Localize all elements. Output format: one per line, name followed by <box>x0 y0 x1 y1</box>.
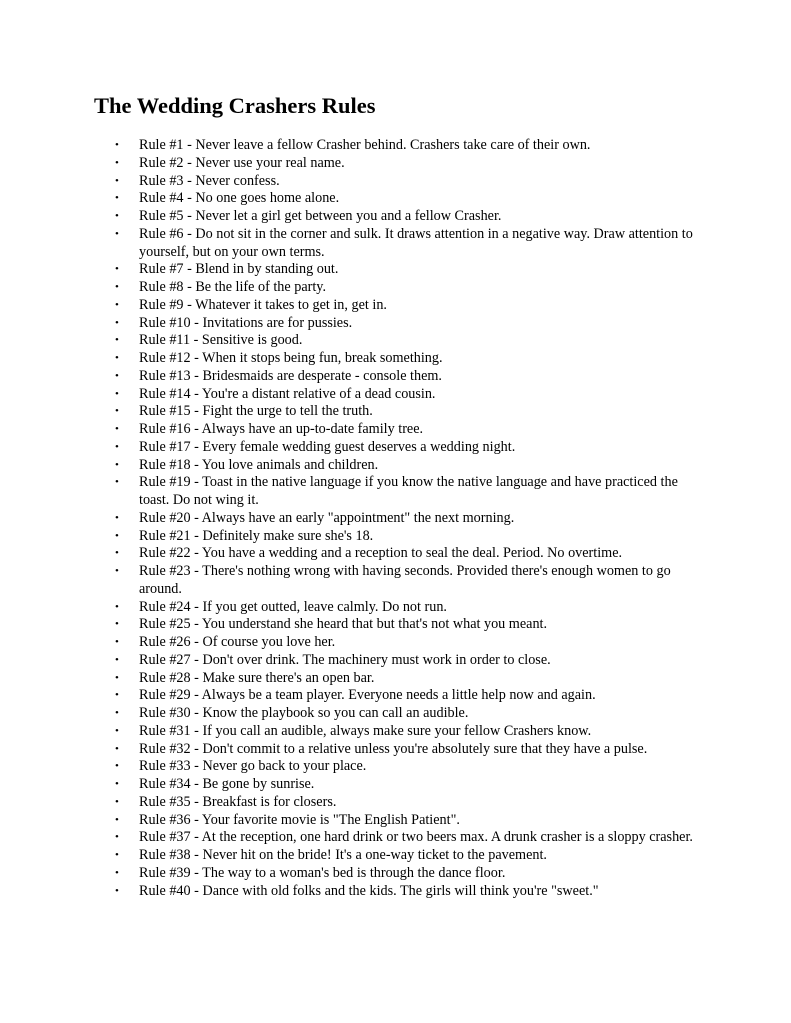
rule-item <box>115 634 709 652</box>
rule-text: Rule #18 - You love animals and children. <box>139 456 379 473</box>
rule-item <box>115 687 709 705</box>
bullet-icon: • <box>115 423 119 435</box>
rule-item <box>115 314 709 333</box>
rule-text: Rule #4 - No one goes home alone. <box>139 190 340 207</box>
rule-text: Rule #15 - Fight the urge to tell the truth. <box>139 403 373 420</box>
rule-text: Rule #9 - Whatever it takes to get in, get in. <box>139 296 387 313</box>
rule-item <box>115 350 709 368</box>
bullet-icon: • <box>115 440 119 453</box>
rule-item <box>115 367 709 386</box>
rule-text: Rule #7 - Blend in by standing out. <box>139 261 339 278</box>
rule-item <box>115 279 709 297</box>
rule-item <box>115 616 709 634</box>
rule-text: Rule #12 - When it stops being fun, break something. <box>139 350 443 366</box>
rule-text: Rule #30 - Know the playbook so you can call an audible. <box>139 705 469 721</box>
rule-text: Rule #22 - You have a wedding and a reception to seal the deal. Period. No overtime. <box>139 545 623 562</box>
bullet-icon: • <box>115 831 119 844</box>
rule-text: Rule #6 - Do not sit in the corner and sulk. It draws attention in a negative way. Draw attention to yourself, but on your own terms. <box>139 225 693 260</box>
rule-item <box>115 705 709 723</box>
bullet-icon: • <box>115 795 119 808</box>
bullet-icon: • <box>115 227 119 240</box>
bullet-icon: • <box>115 298 119 311</box>
rule-item <box>115 261 709 279</box>
bullet-icon: • <box>115 458 119 471</box>
rule-text: Rule #24 - If you get outted, leave calmly. Do not run. <box>139 598 447 615</box>
rule-item <box>115 598 709 617</box>
rule-item <box>115 776 709 794</box>
bullet-icon: • <box>115 884 119 897</box>
rule-item <box>115 847 709 865</box>
bullet-icon: • <box>115 778 119 790</box>
rule-text: Rule #8 - Be the life of the party. <box>139 279 327 295</box>
bullet-icon: • <box>115 263 119 276</box>
bullet-icon: • <box>115 760 119 773</box>
bullet-icon: • <box>115 352 119 364</box>
rule-text: Rule #38 - Never hit on the bride! It's a one-way ticket to the pavement. <box>139 847 547 863</box>
rule-item <box>115 190 709 208</box>
rule-item <box>115 385 709 404</box>
rule-text: Rule #19 - Toast in the native language if you know the native language and have practiced the toast. Do not wing it. <box>139 474 678 508</box>
bullet-icon: • <box>115 405 119 418</box>
bullet-icon: • <box>115 813 119 826</box>
rule-text: Rule #34 - Be gone by sunrise. <box>139 776 315 792</box>
bullet-icon: • <box>115 334 119 347</box>
rule-text: Rule #3 - Never confess. <box>139 172 280 189</box>
rule-text: Rule #37 - At the reception, one hard drink or two beers max. A drunk crasher is a sloppy crasher. <box>139 829 693 846</box>
rule-item <box>115 137 709 155</box>
bullet-icon: • <box>115 565 119 577</box>
rule-item <box>115 545 709 563</box>
bullet-icon: • <box>115 387 119 400</box>
rule-item <box>115 438 709 457</box>
bullet-icon: • <box>115 511 119 524</box>
rule-text: Rule #36 - Your favorite movie is "The English Patient". <box>139 811 460 828</box>
rule-text: Rule #11 - Sensitive is good. <box>139 332 303 349</box>
document-title: The Wedding Crashers Rules <box>94 93 376 118</box>
bullet-icon: • <box>115 866 119 879</box>
bullet-icon: • <box>115 210 119 222</box>
bullet-icon: • <box>115 192 119 205</box>
rule-item <box>115 793 709 812</box>
rule-item <box>115 740 709 759</box>
bullet-icon: • <box>115 281 119 293</box>
rule-text: Rule #25 - You understand she heard that but that's not what you meant. <box>139 616 548 633</box>
bullet-icon: • <box>115 636 119 648</box>
rule-item <box>115 403 709 421</box>
rule-item <box>115 456 709 475</box>
bullet-icon: • <box>115 724 119 737</box>
rule-text: Rule #31 - If you call an audible, always make sure your fellow Crashers know. <box>139 722 592 739</box>
bullet-icon: • <box>115 671 119 684</box>
rule-item <box>115 722 709 741</box>
rule-item <box>115 651 709 670</box>
bullet-icon: • <box>115 547 119 560</box>
rule-item <box>115 296 709 315</box>
rule-item <box>115 758 709 776</box>
rule-item <box>115 882 709 901</box>
bullet-icon: • <box>115 139 119 151</box>
rule-text: Rule #13 - Bridesmaids are desperate - console them. <box>139 367 442 384</box>
rule-text: Rule #27 - Don't over drink. The machinery must work in order to close. <box>139 651 551 668</box>
rule-item <box>115 332 709 350</box>
bullet-icon: • <box>115 476 119 489</box>
bullet-icon: • <box>115 689 119 702</box>
rule-text: Rule #32 - Don't commit to a relative unless you're absolutely sure that they have a pulse. <box>139 740 648 757</box>
rule-item <box>115 811 709 830</box>
bullet-icon: • <box>115 174 119 187</box>
bullet-icon: • <box>115 156 119 169</box>
rule-text: Rule #26 - Of course you love her. <box>139 634 336 650</box>
rule-item <box>115 864 709 883</box>
rule-text: Rule #17 - Every female wedding guest deserves a wedding night. <box>139 438 516 455</box>
rule-item <box>115 421 709 439</box>
rule-text: Rule #10 - Invitations are for pussies. <box>139 314 353 331</box>
rule-item <box>115 829 709 847</box>
bullet-icon: • <box>115 529 119 542</box>
rule-text: Rule #23 - There's nothing wrong with having seconds. Provided there's enough women to go around. <box>139 563 671 597</box>
rule-item <box>115 527 709 546</box>
rule-text: Rule #39 - The way to a woman's bed is through the dance floor. <box>139 864 506 881</box>
rule-item <box>115 669 709 688</box>
rule-item <box>115 154 709 173</box>
rule-item <box>115 225 709 262</box>
bullet-icon: • <box>115 600 119 613</box>
rule-text: Rule #35 - Breakfast is for closers. <box>139 793 337 810</box>
bullet-icon: • <box>115 849 119 861</box>
rule-text: Rule #20 - Always have an early "appointment" the next morning. <box>139 509 515 526</box>
bullet-icon: • <box>115 707 119 719</box>
rule-text: Rule #40 - Dance with old folks and the kids. The girls will think you're "sweet." <box>139 882 599 899</box>
bullet-icon: • <box>115 618 119 631</box>
rule-text: Rule #21 - Definitely make sure she's 18. <box>139 527 374 544</box>
rule-item <box>115 474 709 510</box>
rule-item <box>115 509 709 528</box>
bullet-icon: • <box>115 316 119 329</box>
bullet-icon: • <box>115 369 119 382</box>
rule-text: Rule #33 - Never go back to your place. <box>139 758 367 775</box>
rule-text: Rule #5 - Never let a girl get between you and a fellow Crasher. <box>139 208 502 224</box>
rules-list <box>115 137 709 900</box>
bullet-icon: • <box>115 742 119 755</box>
rule-item <box>115 563 709 599</box>
rule-text: Rule #29 - Always be a team player. Everyone needs a little help now and again. <box>139 687 596 704</box>
rule-text: Rule #16 - Always have an up-to-date family tree. <box>139 421 424 437</box>
bullet-icon: • <box>115 653 119 666</box>
rule-text: Rule #1 - Never leave a fellow Crasher behind. Crashers take care of their own. <box>139 137 591 153</box>
rule-item <box>115 172 709 191</box>
rule-text: Rule #28 - Make sure there's an open bar. <box>139 669 375 686</box>
rule-item <box>115 208 709 226</box>
rule-text: Rule #14 - You're a distant relative of a dead cousin. <box>139 385 436 402</box>
rule-text: Rule #2 - Never use your real name. <box>139 154 345 171</box>
